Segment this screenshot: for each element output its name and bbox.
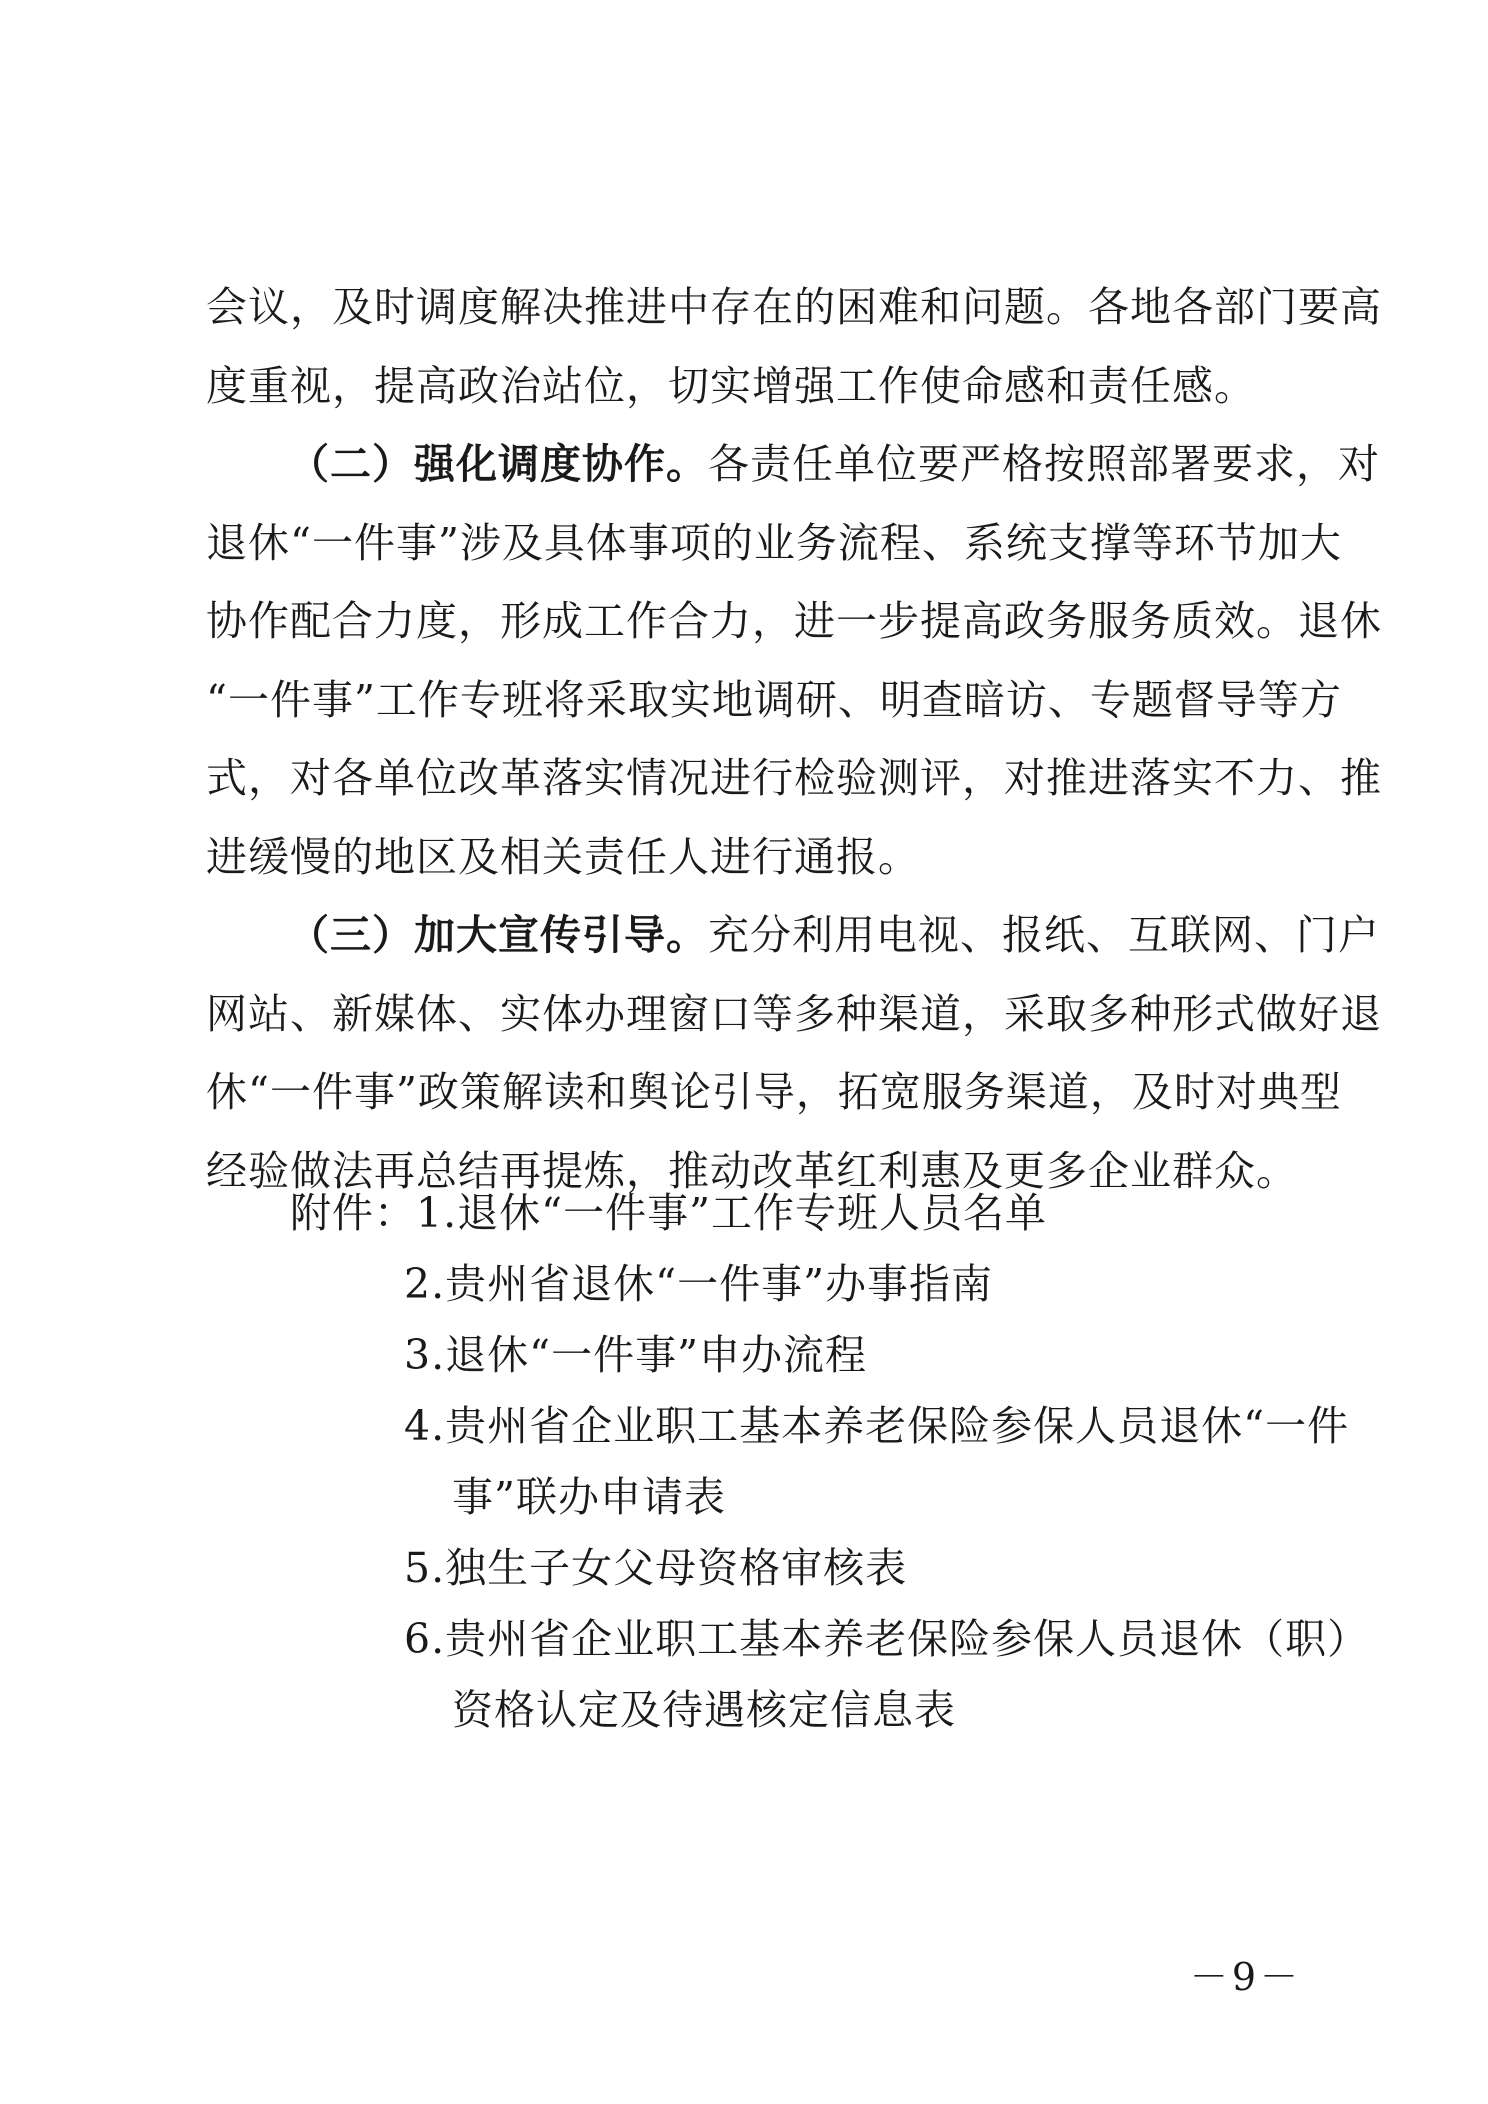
- paragraph-line: “一件事”工作专班将采取实地调研、明查暗访、专题督导等方: [206, 675, 1342, 724]
- attachment-item-continued: 事”联办申请表: [452, 1473, 726, 1521]
- paragraph-line: 协作配合力度，形成工作合力，进一步提高政务服务质效。退休: [206, 597, 1382, 645]
- attachment-item: 附件：1.退休“一件事”工作专班人员名单: [290, 1189, 1048, 1237]
- attachment-item: 6.贵州省企业职工基本养老保险参保人员退休（职）: [404, 1615, 1370, 1663]
- attachment-item-continued: 资格认定及待遇核定信息表: [452, 1686, 956, 1734]
- paragraph-text: 充分利用电视、报纸、互联网、门户: [708, 911, 1380, 959]
- paragraph-line: [206, 896, 1380, 975]
- paragraph-line: 休“一件事”政策解读和舆论引导，拓宽服务渠道，及时对典型: [206, 1068, 1342, 1116]
- paragraph-line: 经验做法再总结再提炼，推动改革红利惠及更多企业群众。: [206, 1146, 1298, 1195]
- attachments-label: 附件：: [290, 1189, 416, 1237]
- paragraph-line: 网站、新媒体、实体办理窗口等多种渠道，采取多种形式做好退: [206, 989, 1382, 1038]
- section-heading-3: （三）加大宣传引导。: [288, 911, 708, 959]
- paragraph-line: 度重视，提高政治站位，切实增强工作使命感和责任感。: [206, 361, 1256, 410]
- paragraph-line: 会议，及时调度解决推进中存在的困难和问题。各地各部门要高: [206, 283, 1382, 331]
- paragraph-line: 退休“一件事”涉及具体事项的业务流程、系统支撑等环节加大: [206, 518, 1342, 567]
- attachment-item: 3.退休“一件事”申办流程: [404, 1331, 868, 1379]
- body-text: [206, 268, 1382, 1210]
- attachment-item: 2.贵州省退休“一件事”办事指南: [404, 1260, 994, 1308]
- paragraph-line: 式，对各单位改革落实情况进行检验测评，对推进落实不力、推: [206, 754, 1382, 802]
- paragraph-line: [206, 425, 1380, 504]
- page-number: －9－: [1189, 1955, 1302, 1999]
- paragraph-line: 进缓慢的地区及相关责任人进行通报。: [206, 832, 920, 881]
- attachments-list: [290, 1178, 1370, 1746]
- attachment-item: 4.贵州省企业职工基本养老保险参保人员退休“一件: [404, 1402, 1350, 1450]
- paragraph-text: 各责任单位要严格按照部署要求，对: [708, 440, 1380, 488]
- attachment-item: 5.独生子女父母资格审核表: [404, 1544, 908, 1592]
- section-heading-2: （二）强化调度协作。: [288, 440, 708, 488]
